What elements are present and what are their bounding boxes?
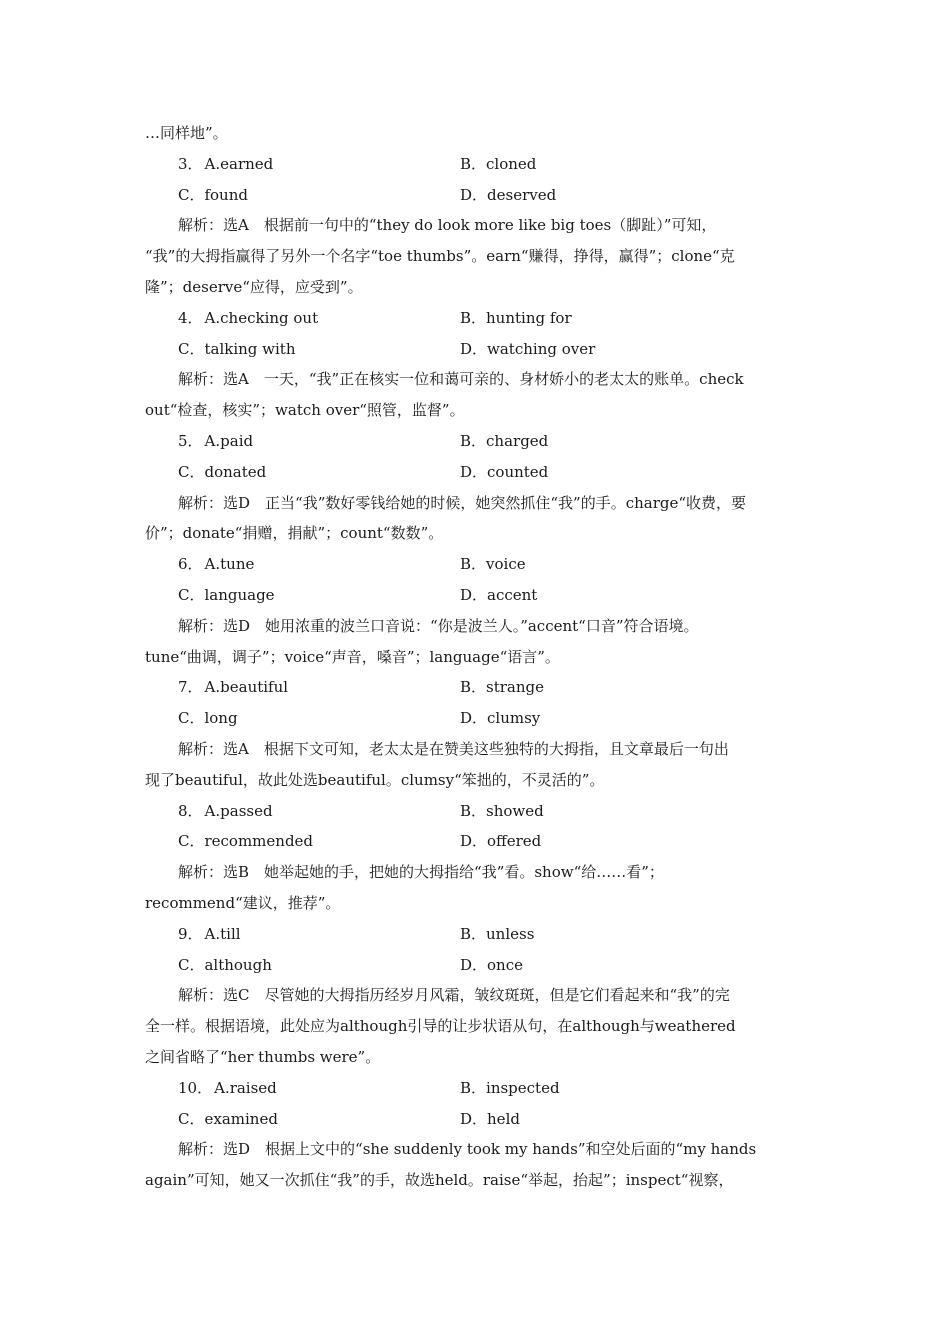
- explanation-line: 隆”；deserve“应得，应受到”。: [145, 277, 363, 296]
- question-number: 8．: [178, 801, 203, 820]
- explanation-line: 现了beautiful，故此处选beautiful。clumsy“笨拙的，不灵活的”。: [145, 770, 605, 789]
- explanation-line: 解析：选D 根据上文中的“she suddenly took my hands”和空处后面的“my hands: [178, 1140, 757, 1159]
- options-row: [145, 549, 810, 580]
- option-a-text: A.tune: [204, 555, 255, 574]
- option-a: [178, 149, 460, 180]
- option-a: [178, 672, 460, 703]
- options-row: [145, 672, 810, 703]
- option-a: [178, 549, 460, 580]
- question-number: 5．: [178, 431, 203, 450]
- options-row: [145, 919, 810, 950]
- option-b: B．unless: [460, 924, 535, 943]
- option-a-text: A.checking out: [204, 308, 319, 327]
- question-block: [145, 1073, 810, 1196]
- option-c: C．language: [178, 585, 275, 604]
- explanation-line: “我”的大拇指赢得了另外一个名字“toe thumbs”。earn“赚得，挣得，赢得”；clone“克: [145, 247, 735, 266]
- question-number: 7．: [178, 678, 203, 697]
- explanation-line: 解析：选A 一天，“我”正在核实一位和蔼可亲的、身材娇小的老太太的账单。check: [178, 370, 744, 389]
- question-block: [145, 149, 810, 303]
- options-row: [145, 796, 810, 827]
- explanation-line: 解析：选A 根据前一句中的“they do look more like big toes（脚趾）”可知，: [178, 216, 717, 235]
- question-block: [145, 549, 810, 672]
- question-number: 10．: [178, 1078, 213, 1097]
- option-c: C．talking with: [178, 339, 296, 358]
- option-b: B．hunting for: [460, 308, 572, 327]
- option-d: D．offered: [460, 832, 542, 851]
- option-a: [178, 796, 460, 827]
- option-d: D．held: [460, 1109, 520, 1128]
- options-row: [145, 950, 810, 981]
- question-block: [145, 796, 810, 919]
- explanation-line: 全一样。根据语境，此处应为although引导的让步状语从句，在although与weathered: [145, 1017, 736, 1036]
- option-c: C．examined: [178, 1109, 278, 1128]
- options-row: [145, 426, 810, 457]
- option-d: D．clumsy: [460, 709, 541, 728]
- option-a-text: A.beautiful: [204, 678, 289, 697]
- explanation-line: recommend“建议，推荐”。: [145, 893, 341, 912]
- option-a: [178, 303, 460, 334]
- option-b: B．cloned: [460, 154, 537, 173]
- option-a: [178, 1073, 460, 1104]
- explanation-line: out“检查，核实”；watch over“照管，监督”。: [145, 401, 465, 420]
- option-c: C．long: [178, 709, 238, 728]
- options-row: [145, 149, 810, 180]
- options-row: [145, 180, 810, 211]
- question-number: 9．: [178, 924, 203, 943]
- explanation-line: 解析：选D 正当“我”数好零钱给她的时候，她突然抓住“我”的手。charge“收费，要: [178, 493, 747, 512]
- option-d: D．accent: [460, 585, 538, 604]
- question-number: 4．: [178, 308, 203, 327]
- option-a-text: A.passed: [204, 801, 273, 820]
- options-row: [145, 580, 810, 611]
- option-a: [178, 919, 460, 950]
- question-block: [145, 426, 810, 549]
- option-b: B．voice: [460, 555, 526, 574]
- option-b: B．charged: [460, 431, 549, 450]
- question-block: [145, 672, 810, 795]
- option-c: C．found: [178, 185, 248, 204]
- option-a-text: A.paid: [204, 431, 254, 450]
- option-a-text: A.till: [204, 924, 241, 943]
- document-page: [145, 118, 810, 1196]
- explanation-line: 之间省略了“her thumbs were”。: [145, 1047, 381, 1066]
- option-c: C．recommended: [178, 832, 314, 851]
- option-b: B．strange: [460, 678, 545, 697]
- question-block: [145, 919, 810, 1073]
- option-b: B．inspected: [460, 1078, 560, 1097]
- option-c: C．donated: [178, 462, 267, 481]
- question-block: [145, 303, 810, 426]
- explanation-line: 解析：选D 她用浓重的波兰口音说：“你是波兰人。”accent“口音”符合语境。: [178, 616, 699, 635]
- options-row: [145, 1073, 810, 1104]
- option-a-text: A.earned: [204, 154, 274, 173]
- option-d: D．counted: [460, 462, 549, 481]
- option-d: D．once: [460, 955, 523, 974]
- intro-tail: …同样地”。: [145, 124, 228, 142]
- explanation-line: 解析：选C 尽管她的大拇指历经岁月风霜，皱纹斑斑，但是它们看起来和“我”的完: [178, 986, 730, 1005]
- option-a-text: A.raised: [214, 1078, 277, 1097]
- explanation-line: 解析：选B 她举起她的手，把她的大拇指给“我”看。show“给……看”；: [178, 863, 664, 882]
- option-c: C．although: [178, 955, 272, 974]
- option-d: D．deserved: [460, 185, 557, 204]
- explanation-line: again”可知，她又一次抓住“我”的手，故选held。raise“举起，抬起”；inspect“视察，: [145, 1171, 734, 1190]
- options-row: [145, 334, 810, 365]
- question-number: 3．: [178, 154, 203, 173]
- option-d: D．watching over: [460, 339, 596, 358]
- options-row: [145, 703, 810, 734]
- explanation-line: 价”；donate“捐赠，捐献”；count“数数”。: [145, 524, 444, 543]
- options-row: [145, 303, 810, 334]
- question-number: 6．: [178, 555, 203, 574]
- options-row: [145, 826, 810, 857]
- options-row: [145, 1104, 810, 1135]
- options-row: [145, 457, 810, 488]
- option-a: [178, 426, 460, 457]
- explanation-line: 解析：选A 根据下文可知，老太太是在赞美这些独特的大拇指，且文章最后一句出: [178, 739, 729, 758]
- option-b: B．showed: [460, 801, 544, 820]
- explanation-line: tune“曲调，调子”；voice“声音，嗓音”；language“语言”。: [145, 647, 560, 666]
- question-list: [145, 149, 810, 1196]
